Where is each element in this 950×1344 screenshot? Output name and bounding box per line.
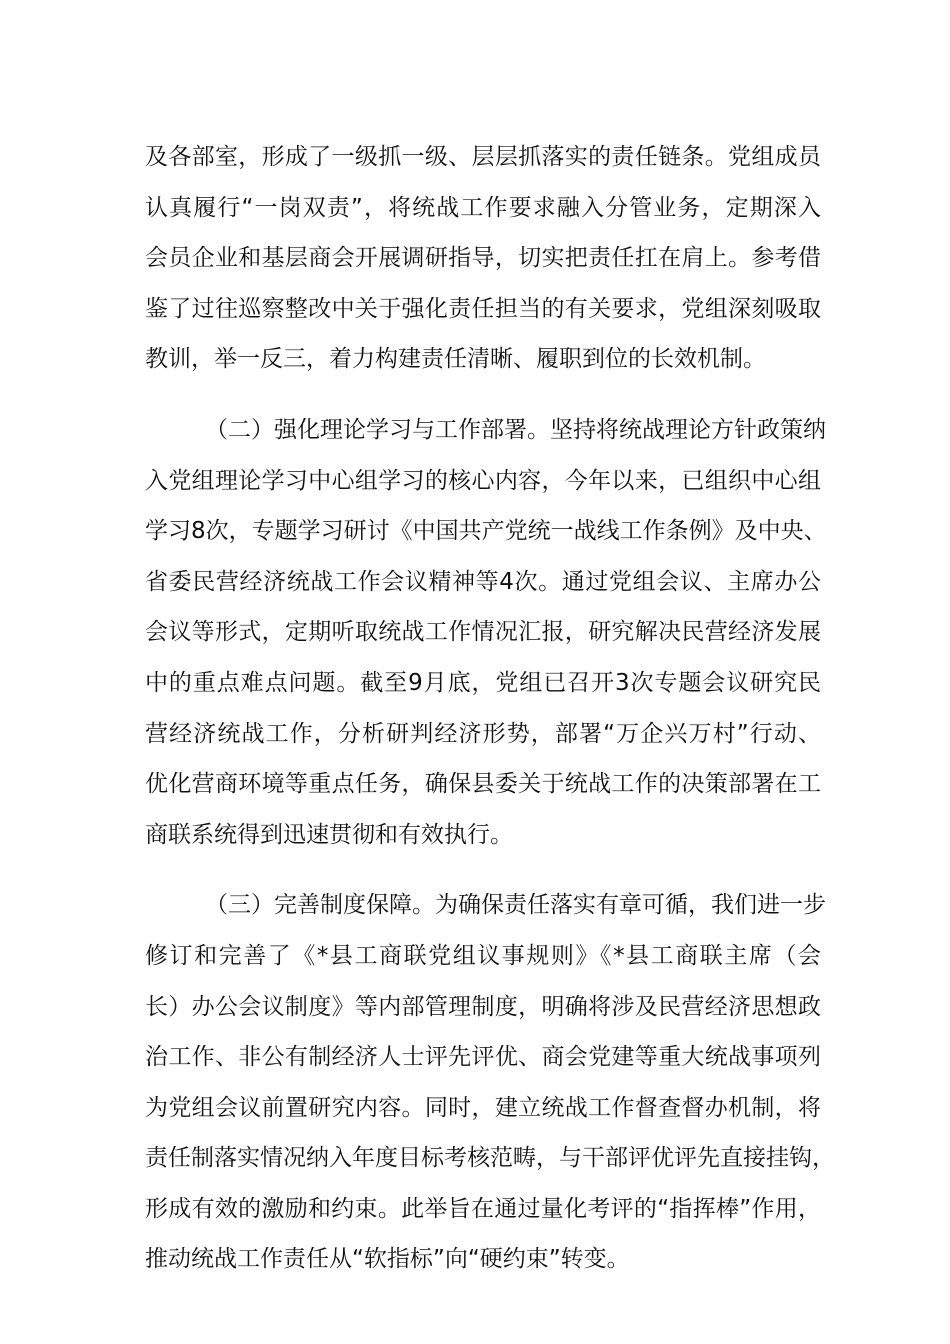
paragraph-2-line-3: 学习8次，专题学习研讨《中国共产党统一战线工作条例》及中央、 [145, 518, 827, 545]
paragraph-2-line-4: 省委民营经济统战工作会议精神等4次。通过党组会议、主席办公 [145, 568, 821, 595]
paragraph-3-line-8: 推动统战工作责任从“软指标”向“硬约束”转变。 [145, 1246, 630, 1273]
paragraph-1-line-2: 认真履行“一岗双责”，将统战工作要求融入分管业务，定期深入 [145, 194, 821, 221]
paragraph-1-line-4: 鉴了过往巡察整改中关于强化责任担当的有关要求，党组深刻吸取 [145, 295, 821, 322]
paragraph-1-line-3: 会员企业和基层商会开展调研指导，切实把责任扛在肩上。参考借 [145, 245, 821, 272]
paragraph-3-line-2: 修订和完善了《*县工商联党组议事规则》《*县工商联主席（会 [145, 942, 821, 969]
paragraph-2-line-7: 营经济统战工作，分析研判经济形势，部署“万企兴万村”行动、 [145, 720, 821, 747]
paragraph-3-line-3: 长）办公会议制度》等内部管理制度，明确将涉及民营经济思想政 [145, 993, 821, 1020]
paragraph-3-line-4: 治工作、非公有制经济人士评先评优、商会党建等重大统战事项列 [145, 1044, 821, 1071]
paragraph-2-line-9: 商联系统得到迅速贯彻和有效执行。 [145, 821, 513, 848]
paragraph-2-line-5: 会议等形式，定期听取统战工作情况汇报，研究解决民营经济发展 [145, 619, 821, 646]
body-text [145, 132, 835, 1285]
paragraph-3-line-7: 形成有效的激励和约束。此举旨在通过量化考评的“指挥棒”作用， [145, 1195, 821, 1222]
paragraph-2-line-1: （二）强化理论学习与工作部署。坚持将统战理论方针政策纳 [205, 416, 826, 443]
paragraph-1-line-1: 及各部室，形成了一级抓一级、层层抓落实的责任链条。党组成员 [145, 144, 821, 170]
paragraph-3-line-1: （三）完善制度保障。为确保责任落实有章可循，我们进一步 [205, 892, 826, 919]
paragraph-3-line-5: 为党组会议前置研究内容。同时，建立统战工作督查督办机制，将 [145, 1094, 821, 1121]
paragraph-2-line-8: 优化营商环境等重点任务，确保县委关于统战工作的决策部署在工 [145, 771, 821, 798]
paragraph-1-line-5: 教训，举一反三，着力构建责任清晰、履职到位的长效机制。 [145, 346, 766, 373]
paragraph-3-line-6: 责任制落实情况纳入年度目标考核范畴，与干部评优评先直接挂钩， [145, 1145, 835, 1172]
paragraph-2-line-6: 中的重点难点问题。截至9月底，党组已召开3次专题会议研究民 [145, 669, 821, 696]
paragraph-2-line-2: 入党组理论学习中心组学习的核心内容，今年以来，已组织中心组 [145, 467, 821, 494]
